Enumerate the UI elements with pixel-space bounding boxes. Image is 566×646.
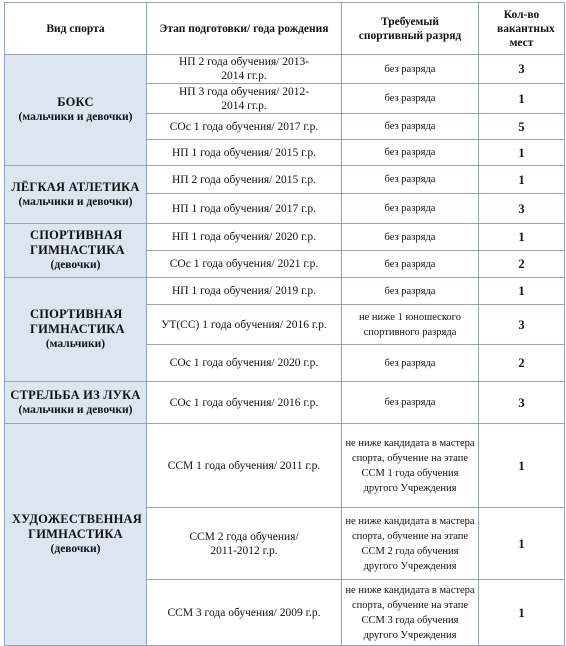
- count-cell: 1: [479, 508, 565, 580]
- table-row: [5, 382, 565, 424]
- count-cell: 3: [479, 382, 565, 424]
- header-sport: Вид спорта: [5, 3, 147, 55]
- sport-name: ЛЁГКАЯ АТЛЕТИКА: [11, 179, 140, 194]
- header-rank: Требуемый спортивный разряд: [342, 3, 479, 55]
- rank-cell: без разряда: [342, 114, 479, 140]
- stage-cell: ССМ 3 года обучения/ 2009 г.р.: [147, 580, 342, 646]
- sport-subtitle: (девочки): [50, 259, 101, 271]
- rank-cell: без разряда: [342, 84, 479, 114]
- stage-cell: СОс 1 года обучения/ 2021 г.р.: [147, 251, 342, 278]
- stage-cell: НП 1 года обучения/ 2020 г.р.: [147, 224, 342, 251]
- vacancies-table: [4, 2, 565, 646]
- stage-cell: УТ(СС) 1 года обучения/ 2016 г.р.: [147, 305, 342, 345]
- rank-cell: без разряда: [342, 278, 479, 305]
- stage-cell: НП 1 года обучения/ 2019 г.р.: [147, 278, 342, 305]
- stage-cell: НП 1 года обучения/ 2017 г.р.: [147, 194, 342, 224]
- table-row: [5, 424, 565, 508]
- header-vacancies: Кол-во вакантных мест: [479, 3, 565, 55]
- rank-cell: без разряда: [342, 55, 479, 84]
- sport-cell: [5, 382, 147, 424]
- sport-cell: [5, 278, 147, 382]
- count-cell: 2: [479, 345, 565, 382]
- stage-cell: ССМ 2 года обучения/ 2011-2012 г.р.: [147, 508, 342, 580]
- sport-cell: [5, 55, 147, 166]
- rank-cell: без разряда: [342, 166, 479, 194]
- sport-subtitle: (девочки): [50, 543, 101, 555]
- sport-name: БОКС: [57, 95, 94, 109]
- count-cell: 1: [479, 224, 565, 251]
- rank-cell: не ниже 1 юношеского спортивного разряда: [342, 305, 479, 345]
- stage-cell: НП 2 года обучения/ 2013-2014 гг.р.: [147, 55, 342, 84]
- count-cell: 5: [479, 114, 565, 140]
- count-cell: 1: [479, 166, 565, 194]
- rank-cell: без разряда: [342, 345, 479, 382]
- rank-cell: без разряда: [342, 251, 479, 278]
- sport-subtitle: (мальчики и девочки): [18, 195, 133, 208]
- rank-cell: без разряда: [342, 224, 479, 251]
- sport-cell: [5, 424, 147, 646]
- stage-cell: НП 1 года обучения/ 2015 г.р.: [147, 140, 342, 166]
- rank-cell: без разряда: [342, 140, 479, 166]
- count-cell: 3: [479, 194, 565, 224]
- count-cell: 3: [479, 305, 565, 345]
- stage-cell: СОс 1 года обучения/ 2016 г.р.: [147, 382, 342, 424]
- table-row: [5, 224, 565, 251]
- stage-cell: ССМ 1 года обучения/ 2011 г.р.: [147, 424, 342, 508]
- sport-name: СПОРТИВНАЯ ГИМНАСТИКА: [30, 307, 125, 336]
- sport-name: ХУДОЖЕСТВЕННАЯ ГИМНАСТИКА: [12, 512, 142, 541]
- count-cell: 1: [479, 424, 565, 508]
- sport-subtitle: (мальчики и девочки): [18, 403, 133, 416]
- rank-cell: не ниже кандидата в мастера спорта, обучение на этапе ССМ 3 года обучения другого Учреждения: [342, 580, 479, 646]
- stage-cell: СОс 1 года обучения/ 2020 г.р.: [147, 345, 342, 382]
- stage-cell: НП 2 года обучения/ 2015 г.р.: [147, 166, 342, 194]
- stage-cell: СОс 1 года обучения/ 2017 г.р.: [147, 114, 342, 140]
- rank-cell: не ниже кандидата в мастера спорта, обучение на этапе ССМ 1 года обучения другого Учреждения: [342, 424, 479, 508]
- count-cell: 1: [479, 84, 565, 114]
- count-cell: 1: [479, 140, 565, 166]
- sport-name: СПОРТИВНАЯ ГИМНАСТИКА: [30, 228, 125, 257]
- rank-cell: без разряда: [342, 382, 479, 424]
- header-row: [5, 3, 565, 55]
- rank-cell: без разряда: [342, 194, 479, 224]
- count-cell: 1: [479, 580, 565, 646]
- header-stage: Этап подготовки/ года рождения: [147, 3, 342, 55]
- rank-cell: не ниже кандидата в мастера спорта, обучение на этапе ССМ 2 года обучения другого Учреждения: [342, 508, 479, 580]
- count-cell: 1: [479, 278, 565, 305]
- table-row: [5, 278, 565, 305]
- sport-cell: [5, 166, 147, 224]
- stage-cell: НП 3 года обучения/ 2012-2014 гг.р.: [147, 84, 342, 114]
- sport-name: СТРЕЛЬБА ИЗ ЛУКА: [10, 387, 141, 402]
- sport-subtitle: (мальчики и девочки): [18, 111, 133, 123]
- table-row: [5, 55, 565, 84]
- table-row: [5, 166, 565, 194]
- count-cell: 2: [479, 251, 565, 278]
- count-cell: 3: [479, 55, 565, 84]
- sport-cell: [5, 224, 147, 278]
- sport-subtitle: (мальчики): [45, 338, 106, 350]
